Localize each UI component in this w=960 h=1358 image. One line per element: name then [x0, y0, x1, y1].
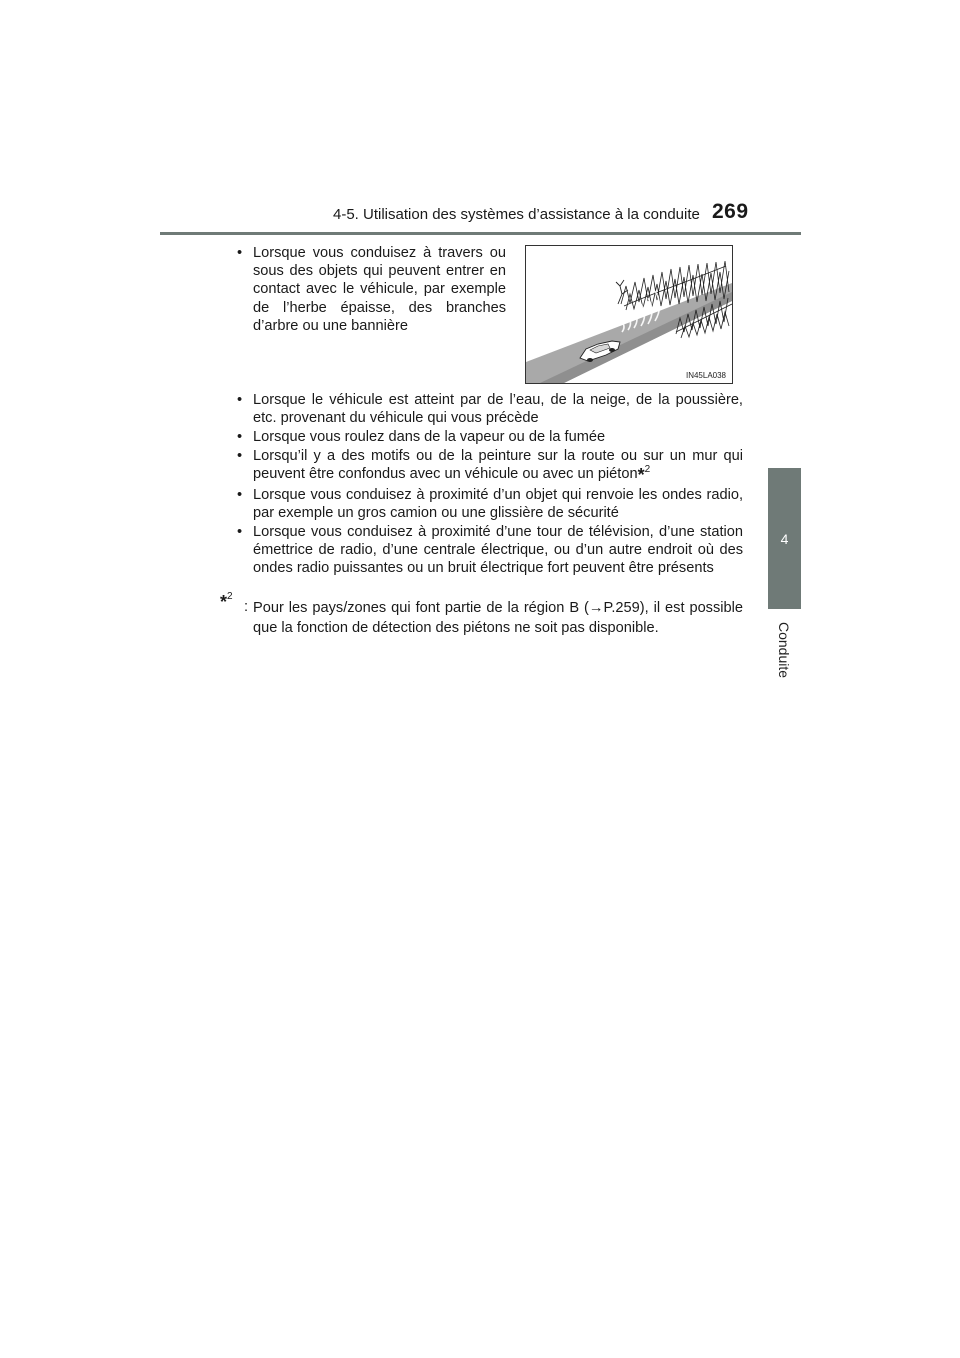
header-rule — [160, 232, 801, 235]
chapter-label — [768, 618, 801, 682]
footnote-number: 2 — [227, 591, 233, 603]
figure-code: IN45LA038 — [685, 371, 726, 380]
footnote-marker — [220, 592, 233, 611]
footnote-ref-number: 2 — [644, 464, 651, 476]
footnote-star: * — [220, 592, 228, 612]
bullet-symbol: • — [237, 392, 243, 408]
bullet-symbol: • — [237, 429, 243, 445]
illustration-vehicle-grass — [525, 245, 733, 384]
bullet-symbol: • — [237, 487, 243, 503]
bullet-text-4-body: Lorsqu’il y a des motifs ou de la peinture sur la route ou sur un mur qui peuvent être confondus avec un véhicule ou avec un piéton — [253, 448, 743, 483]
bullet-text-1: Lorsque vous conduisez à travers ou sous des objets qui peuvent entrer en contact avec le véhicule, par exemple de l’herbe épaisse, des branches d’arbre ou une bannière — [253, 245, 506, 334]
bullet-text-5: Lorsque vous conduisez à proximité d’un objet qui renvoie les ondes radio, par exemple un gros camion ou une glissière de sécurité — [253, 487, 743, 522]
bullet-symbol: • — [237, 448, 243, 464]
page-number: 269 — [712, 200, 749, 223]
chapter-label-text: Conduite — [776, 621, 793, 679]
header-title: 4-5. Utilisation des systèmes d’assistance à la conduite — [333, 206, 700, 223]
bullet-text-6: Lorsque vous conduisez à proximité d’une tour de télévision, d’une station émettrice de radio, d’une centrale électrique, ou d’un autre endroit où des ondes radio puissantes ou un bruit électrique fort peuvent être présents — [253, 524, 743, 577]
footnote-colon: : — [244, 599, 249, 615]
illustration-drawing — [526, 246, 732, 383]
footnote-ref-star[interactable]: * — [637, 465, 645, 486]
bullet-text-2: Lorsque le véhicule est atteint par de l’eau, de la neige, de la poussière, etc. provenant du véhicule qui vous précède — [253, 392, 743, 427]
footnote-text: Pour les pays/zones qui font partie de la région B (→P.259), il est possible que la fonction de détection des piétons ne soit pas disponible. — [253, 600, 743, 636]
bullet-symbol: • — [237, 245, 243, 261]
bullet-symbol: • — [237, 524, 243, 540]
chapter-tab[interactable] — [768, 468, 801, 609]
bullet-text-4 — [253, 447, 743, 484]
road-edge — [540, 292, 732, 383]
chapter-number: 4 — [780, 530, 789, 547]
bullet-text-3: Lorsque vous roulez dans de la vapeur ou de la fumée — [253, 429, 606, 445]
